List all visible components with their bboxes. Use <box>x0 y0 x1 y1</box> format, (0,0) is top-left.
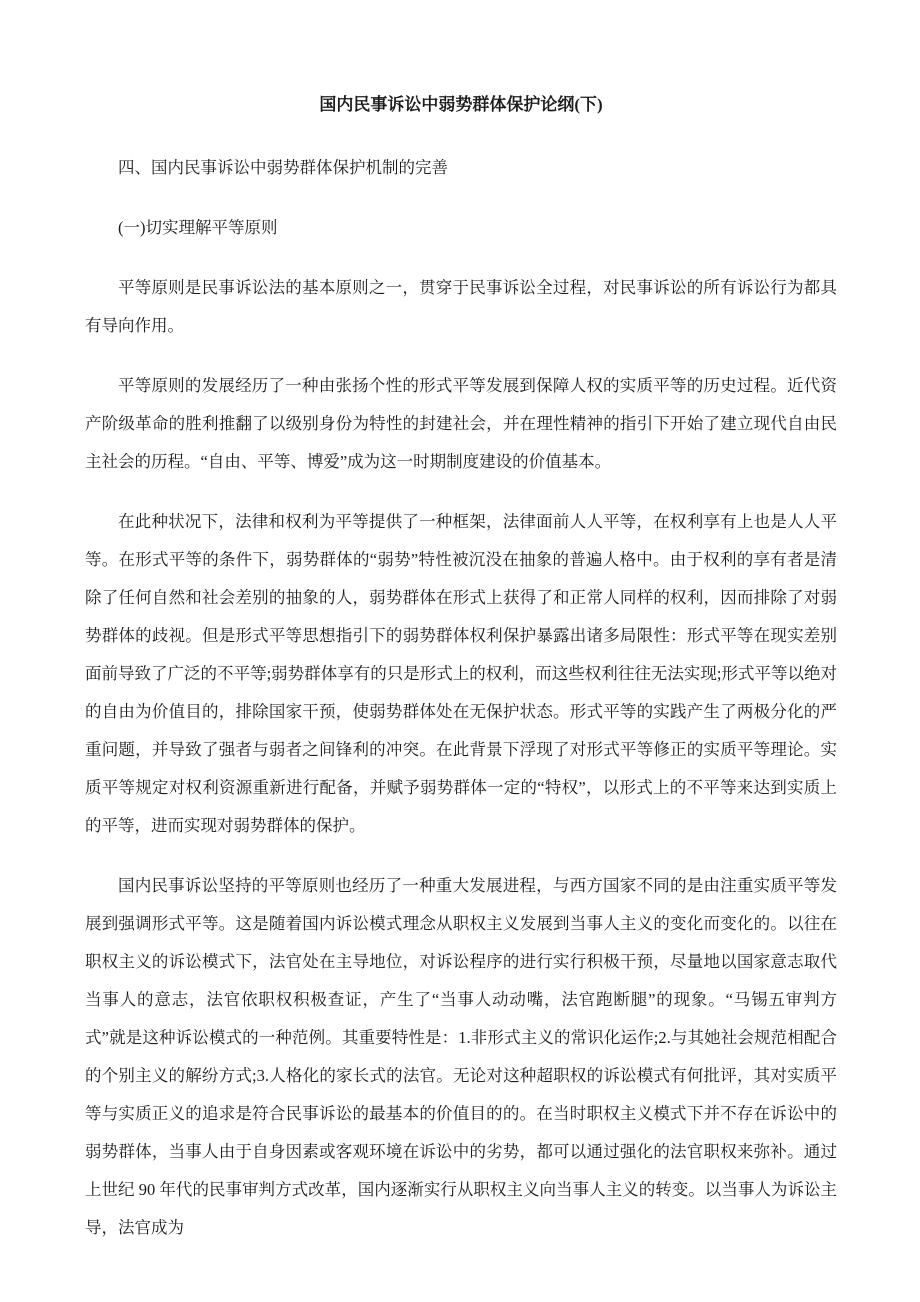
section-heading: 四、国内民事诉讼中弱势群体保护机制的完善 <box>118 158 448 177</box>
document-title: 国内民事诉讼中弱势群体保护论纲(下) <box>319 95 603 114</box>
subsection-heading: (一)切实理解平等原则 <box>118 218 278 237</box>
paragraph-equality-principle-role: 平等原则是民事诉讼法的基本原则之一，贯穿于民事诉讼全过程，对民事诉讼的所有诉讼行为都具有导向作用。 <box>85 278 837 335</box>
paragraph-historical-development: 平等原则的发展经历了一种由张扬个性的形式平等发展到保障人权的实质平等的历史过程。近代资产阶级革命的胜利推翻了以级别身份为特性的封建社会，并在理性精神的指引下开始了建立现代自由民主社会的历程。“自由、平等、博爱”成为这一时期制度建设的价值基本。 <box>85 376 837 471</box>
paragraph-domestic-litigation-development: 国内民事诉讼坚持的平等原则也经历了一种重大发展进程，与西方国家不同的是由注重实质平等发展到强调形式平等。这是随着国内诉讼模式理念从职权主义发展到当事人主义的变化而变化的。以往在职权主义的诉讼模式下，法官处在主导地位，对诉讼程序的进行实行积极干预，尽量地以国家意志取代当事人的意志，法官依职权积极查证，产生了“当事人动动嘴，法官跑断腿”的现象。“马锡五审判方式”就是这种诉讼模式的一种范例。其重要特性是：1.非形式主义的常识化运作;2.与其她社会规范相配合的个别主义的解纷方式;3.人格化的家长式的法官。无论对这种超职权的诉讼模式有何批评，其对实质平等与实质正义的追求是符合民事诉讼的最基本的价值目的的。在当时职权主义模式下并不存在诉讼中的弱势群体，当事人由于自身因素或客观环境在诉讼中的劣势，都可以通过强化的法官职权来弥补。通过上世纪 90 年代的民事审判方式改革，国内逐渐实行从职权主义向当事人主义的转变。以当事人为诉讼主导，法官成为 <box>85 876 837 1237</box>
paragraph-formal-vs-substantive-equality: 在此种状况下，法律和权利为平等提供了一种框架，法律面前人人平等，在权利享有上也是人人平等。在形式平等的条件下，弱势群体的“弱势”特性被沉没在抽象的普遍人格中。由于权利的享有者是清除了任何自然和社会差别的抽象的人，弱势群体在形式上获得了和正常人同样的权利，因而排除了对弱势群体的歧视。但是形式平等思想指引下的弱势群体权利保护暴露出诸多局限性：形式平等在现实差别面前导致了广泛的不平等;弱势群体享有的只是形式上的权利，而这些权利往往无法实现;形式平等以绝对的自由为价值目的，排除国家干预，使弱势群体处在无保护状态。形式平等的实践产生了两极分化的严重问题，并导致了强者与弱者之间锋利的冲突。在此背景下浮现了对形式平等修正的实质平等理论。实质平等规定对权利资源重新进行配备，并赋予弱势群体一定的“特权”，以形式上的不平等来达到实质上的平等，进而实现对弱势群体的保护。 <box>85 512 837 835</box>
